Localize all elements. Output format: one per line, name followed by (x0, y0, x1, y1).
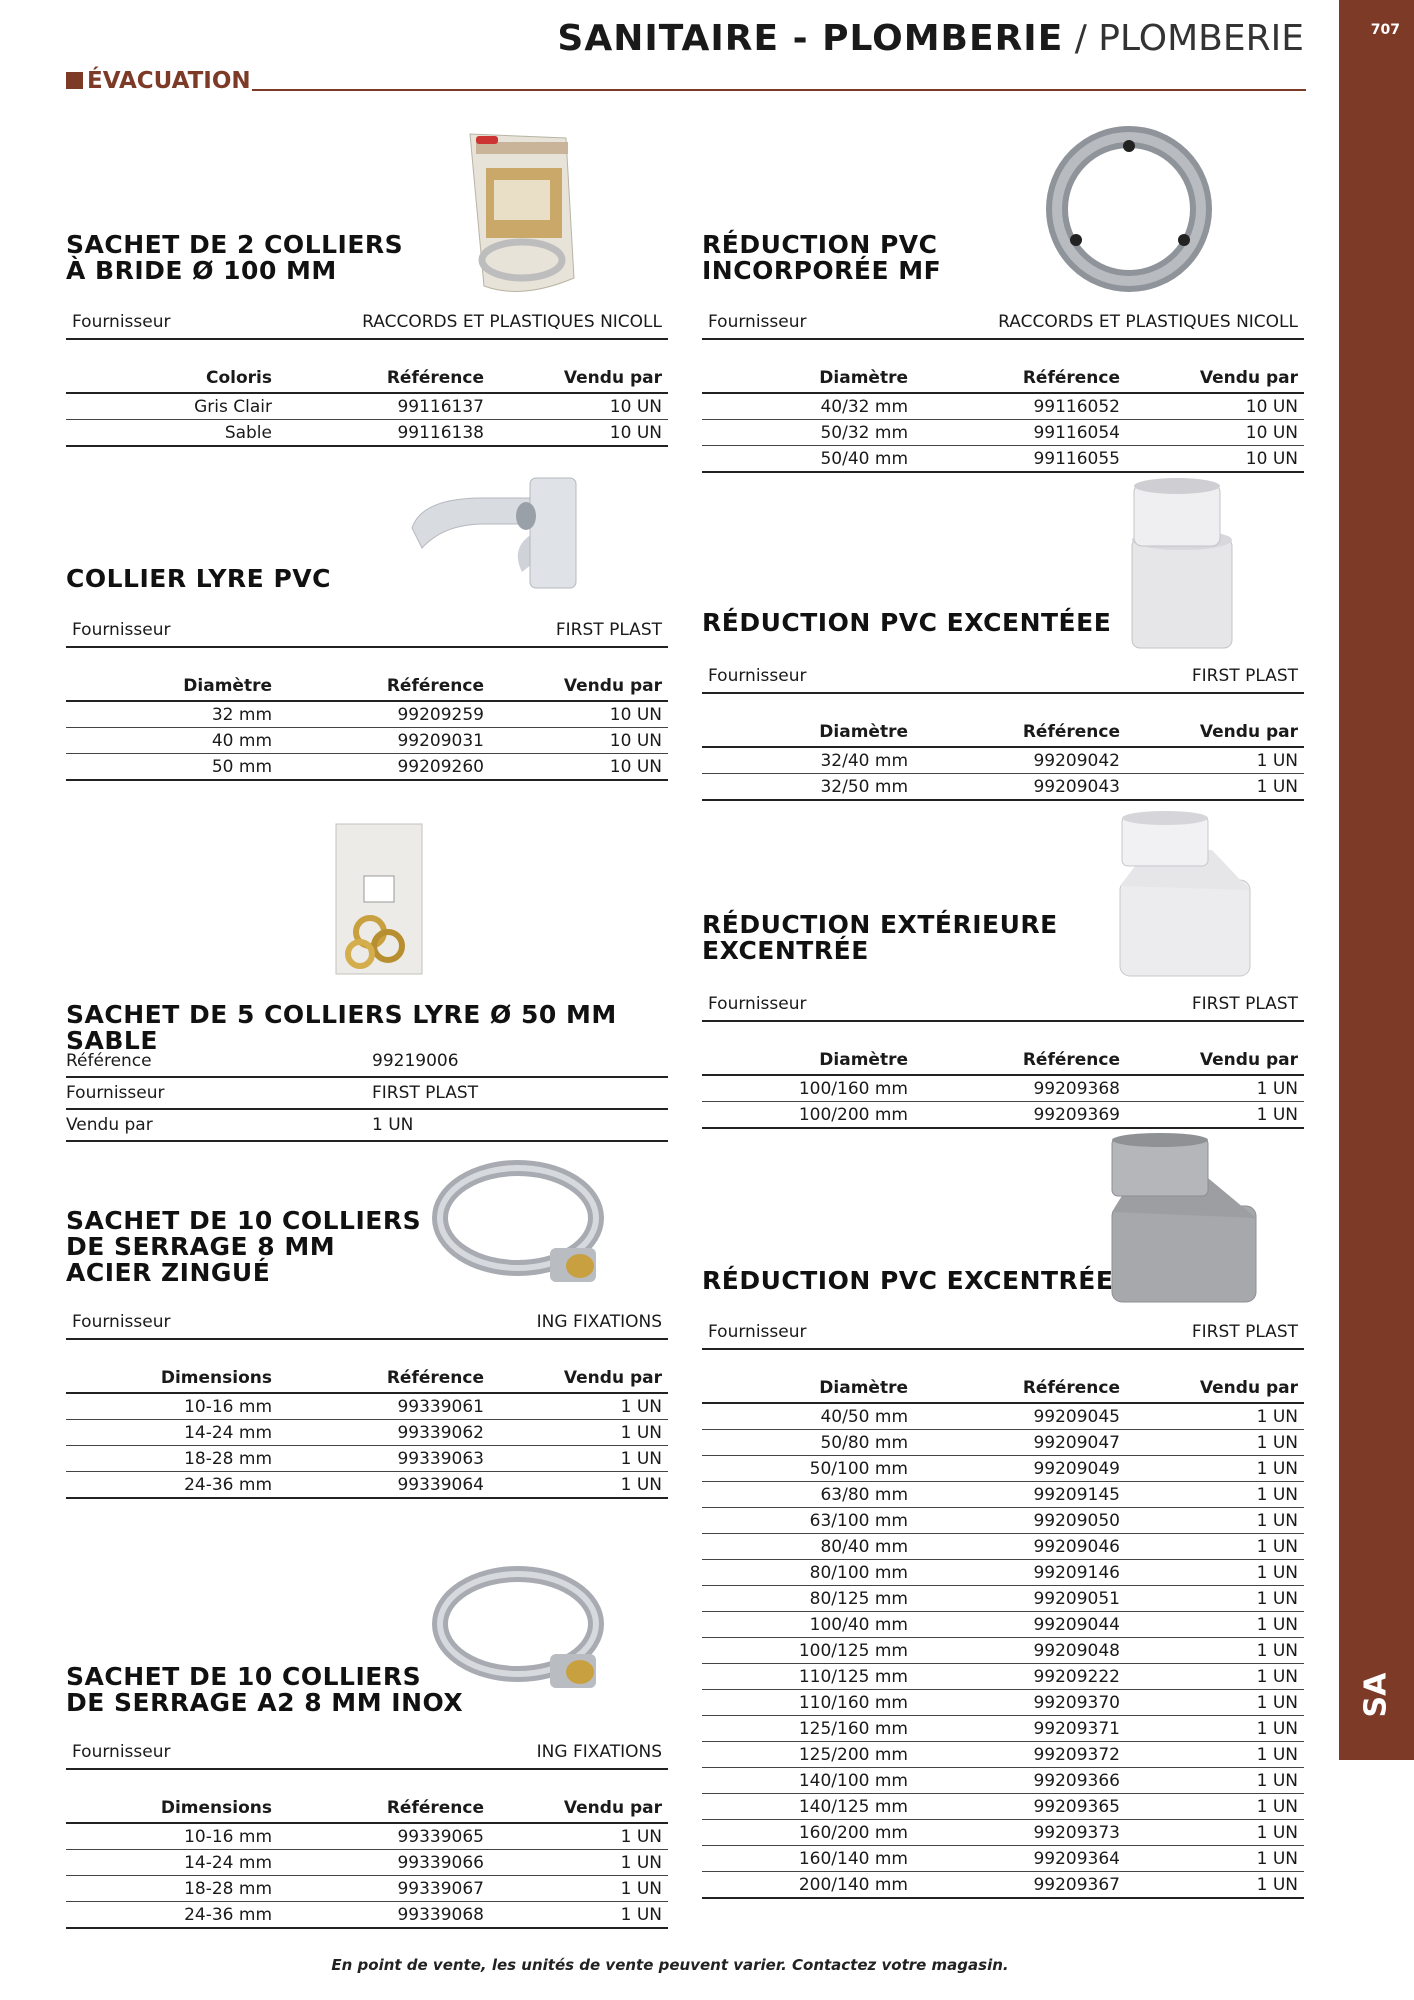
table-cell: 99116054 (914, 420, 1126, 446)
table-row (702, 747, 1304, 774)
col-header: Diamètre (66, 666, 278, 701)
table-cell: 10-16 mm (66, 1393, 278, 1420)
product-p9 (702, 1268, 1304, 1294)
table-cell: 1 UN (1126, 747, 1304, 774)
product-p2 (66, 566, 668, 592)
product-table (702, 358, 1304, 473)
table-cell: 99339063 (278, 1446, 490, 1472)
table-cell: 99116052 (914, 393, 1126, 420)
table-row (702, 1586, 1304, 1612)
product-p9-tables (702, 1314, 1304, 1899)
table-cell: 125/200 mm (702, 1742, 914, 1768)
product-table (66, 1788, 668, 1929)
table-cell: 99209372 (914, 1742, 1126, 1768)
table-row (702, 393, 1304, 420)
detail-value: FIRST PLAST (372, 1077, 668, 1109)
table-row (66, 1446, 668, 1472)
product-table (66, 1358, 668, 1499)
supplier-value: ING FIXATIONS (536, 1312, 662, 1332)
page-title-main: SANITAIRE - PLOMBERIE (557, 18, 1064, 59)
product-p4 (66, 1208, 668, 1286)
table-cell: 50/40 mm (702, 446, 914, 473)
table-cell: 1 UN (1126, 1716, 1304, 1742)
table-cell: 1 UN (1126, 1586, 1304, 1612)
table-row (702, 1820, 1304, 1846)
table-cell: 1 UN (1126, 1482, 1304, 1508)
table-cell: 99209042 (914, 747, 1126, 774)
product-p7 (702, 610, 1304, 636)
table-cell: 100/200 mm (702, 1102, 914, 1129)
table-cell: 99209371 (914, 1716, 1126, 1742)
supplier-label: Fournisseur (708, 666, 807, 686)
col-header: Vendu par (1126, 712, 1304, 747)
product-p5-tables (66, 1734, 668, 1929)
table-cell: 32 mm (66, 701, 278, 728)
table-row (702, 1430, 1304, 1456)
table-cell: 1 UN (490, 1876, 668, 1902)
product-title: RÉDUCTION PVC EXCENTÉEE (702, 608, 1112, 637)
col-header: Référence (278, 666, 490, 701)
col-header: Dimensions (66, 1788, 278, 1823)
page-number: 707 (1370, 22, 1400, 38)
table-cell: 99209050 (914, 1508, 1126, 1534)
table-cell: 1 UN (1126, 1768, 1304, 1794)
col-header: Référence (278, 1358, 490, 1393)
supplier-label: Fournisseur (708, 1322, 807, 1342)
supplier-label: Fournisseur (72, 1742, 171, 1762)
table-cell: 99209145 (914, 1482, 1126, 1508)
page-title (557, 18, 1304, 59)
supplier-value: FIRST PLAST (1191, 994, 1298, 1014)
table-row (702, 1794, 1304, 1820)
table-cell: 99339067 (278, 1876, 490, 1902)
col-header: Référence (914, 1368, 1126, 1403)
table-cell: 99209364 (914, 1846, 1126, 1872)
supplier-row (66, 612, 668, 648)
table-cell: 10 UN (490, 701, 668, 728)
table-cell: 99209051 (914, 1586, 1126, 1612)
table-cell: 200/140 mm (702, 1872, 914, 1899)
product-p6-tables (702, 304, 1304, 473)
col-header: Référence (914, 358, 1126, 393)
product-title: RÉDUCTION PVC INCORPORÉE MF (702, 230, 942, 285)
table-row (702, 1742, 1304, 1768)
supplier-value: RACCORDS ET PLASTIQUES NICOLL (998, 312, 1298, 332)
section-tab: SA (1358, 1672, 1394, 1718)
table-cell: 99209046 (914, 1534, 1126, 1560)
product-title: SACHET DE 5 COLLIERS LYRE Ø 50 MM SABLE (66, 1000, 617, 1055)
detail-value: 99219006 (372, 1046, 668, 1077)
col-header: Référence (914, 1040, 1126, 1075)
table-cell: 50/80 mm (702, 1430, 914, 1456)
table-cell: 1 UN (1126, 1430, 1304, 1456)
table-row (702, 1612, 1304, 1638)
supplier-row (702, 658, 1304, 694)
detail-value: 1 UN (372, 1109, 668, 1141)
table-cell: 14-24 mm (66, 1420, 278, 1446)
supplier-value: FIRST PLAST (1191, 666, 1298, 686)
table-cell: 1 UN (1126, 1612, 1304, 1638)
table-cell: 24-36 mm (66, 1472, 278, 1499)
table-cell: 10 UN (490, 754, 668, 781)
table-cell: 63/80 mm (702, 1482, 914, 1508)
table-cell: 1 UN (1126, 1872, 1304, 1899)
table-cell: 32/50 mm (702, 774, 914, 801)
table-row (702, 1102, 1304, 1129)
table-cell: 50 mm (66, 754, 278, 781)
supplier-row (702, 304, 1304, 340)
product-p7-tables (702, 658, 1304, 801)
table-cell: 99209260 (278, 754, 490, 781)
table-cell: 99209365 (914, 1794, 1126, 1820)
table-cell: 18-28 mm (66, 1876, 278, 1902)
footer-note: En point de vente, les unités de vente peuvent varier. Contactez votre magasin. (331, 1956, 1009, 1974)
col-header: Vendu par (1126, 1368, 1304, 1403)
col-header: Vendu par (490, 1788, 668, 1823)
table-row (702, 1690, 1304, 1716)
table-cell: 99339062 (278, 1420, 490, 1446)
product-table (66, 666, 668, 781)
table-cell: 99339066 (278, 1850, 490, 1876)
supplier-value: RACCORDS ET PLASTIQUES NICOLL (362, 312, 662, 332)
supplier-label: Fournisseur (72, 1312, 171, 1332)
table-cell: 1 UN (1126, 1638, 1304, 1664)
table-cell: 63/100 mm (702, 1508, 914, 1534)
table-cell: 160/200 mm (702, 1820, 914, 1846)
table-cell: Gris Clair (66, 393, 278, 420)
table-cell: 1 UN (490, 1393, 668, 1420)
table-cell: 99116138 (278, 420, 490, 447)
table-cell: 1 UN (490, 1850, 668, 1876)
table-cell: 24-36 mm (66, 1902, 278, 1929)
table-cell: 14-24 mm (66, 1850, 278, 1876)
table-cell: 99116137 (278, 393, 490, 420)
table-row (702, 1872, 1304, 1899)
table-cell: 1 UN (1126, 774, 1304, 801)
table-cell: 32/40 mm (702, 747, 914, 774)
table-row (66, 728, 668, 754)
table-cell: 1 UN (1126, 1508, 1304, 1534)
table-cell: 10 UN (1126, 420, 1304, 446)
page-title-separator: / (1063, 18, 1099, 59)
table-row (702, 1638, 1304, 1664)
table-cell: 99209367 (914, 1872, 1126, 1899)
table-cell: 50/100 mm (702, 1456, 914, 1482)
table-cell: 110/125 mm (702, 1664, 914, 1690)
table-row (702, 1403, 1304, 1430)
product-details-table (66, 1046, 668, 1142)
table-row (66, 754, 668, 781)
col-header: Référence (278, 1788, 490, 1823)
table-cell: 99209043 (914, 774, 1126, 801)
product-table (702, 712, 1304, 801)
table-cell: 1 UN (1126, 1820, 1304, 1846)
supplier-row (66, 1304, 668, 1340)
table-cell: 99209146 (914, 1560, 1126, 1586)
supplier-label: Fournisseur (72, 312, 171, 332)
product-title: COLLIER LYRE PVC (66, 564, 331, 593)
table-cell: 80/125 mm (702, 1586, 914, 1612)
table-cell: 10 UN (1126, 393, 1304, 420)
section-heading (66, 68, 251, 94)
table-cell: 100/40 mm (702, 1612, 914, 1638)
section-label: ÉVACUATION (87, 68, 251, 94)
table-cell: 99339061 (278, 1393, 490, 1420)
table-row (702, 774, 1304, 801)
table-cell: 1 UN (490, 1823, 668, 1850)
table-row (66, 1876, 668, 1902)
table-cell: 1 UN (1126, 1846, 1304, 1872)
table-cell: 10 UN (490, 420, 668, 447)
table-row (66, 1393, 668, 1420)
supplier-row (66, 304, 668, 340)
table-cell: 99209222 (914, 1664, 1126, 1690)
table-row (702, 1482, 1304, 1508)
supplier-row (702, 1314, 1304, 1350)
supplier-value: FIRST PLAST (555, 620, 662, 640)
col-header: Vendu par (1126, 1040, 1304, 1075)
product-p8 (702, 912, 1304, 964)
table-cell: 140/125 mm (702, 1794, 914, 1820)
table-cell: 1 UN (1126, 1794, 1304, 1820)
table-cell: 80/40 mm (702, 1534, 914, 1560)
table-cell: 110/160 mm (702, 1690, 914, 1716)
col-header: Coloris (66, 358, 278, 393)
col-header: Vendu par (490, 666, 668, 701)
col-header: Diamètre (702, 712, 914, 747)
table-row (66, 393, 668, 420)
table-cell: 99209047 (914, 1430, 1126, 1456)
product-table (66, 358, 668, 447)
table-cell: 10 UN (1126, 446, 1304, 473)
supplier-label: Fournisseur (708, 312, 807, 332)
detail-label: Fournisseur (66, 1077, 372, 1109)
supplier-row (66, 1734, 668, 1770)
page-title-sub: PLOMBERIE (1098, 18, 1304, 59)
product-p2-tables (66, 612, 668, 781)
product-title: SACHET DE 10 COLLIERS DE SERRAGE 8 MM ACIER ZINGUÉ (66, 1206, 422, 1287)
table-row (702, 420, 1304, 446)
supplier-label: Fournisseur (72, 620, 171, 640)
table-row (66, 1420, 668, 1446)
table-cell: 1 UN (1126, 1102, 1304, 1129)
table-row (66, 1472, 668, 1499)
supplier-value: ING FIXATIONS (536, 1742, 662, 1762)
col-header: Référence (914, 712, 1126, 747)
table-row (66, 701, 668, 728)
table-row (66, 1902, 668, 1929)
table-cell: 99209373 (914, 1820, 1126, 1846)
table-cell: 99209259 (278, 701, 490, 728)
table-cell: 100/160 mm (702, 1075, 914, 1102)
product-title: SACHET DE 10 COLLIERS DE SERRAGE A2 8 MM INOX (66, 1662, 464, 1717)
supplier-value: FIRST PLAST (1191, 1322, 1298, 1342)
table-cell: 1 UN (490, 1446, 668, 1472)
table-row (702, 1560, 1304, 1586)
table-cell: 99209048 (914, 1638, 1126, 1664)
product-title: RÉDUCTION EXTÉRIEURE EXCENTRÉE (702, 910, 1058, 965)
detail-label: Vendu par (66, 1109, 372, 1141)
table-cell: 1 UN (1126, 1403, 1304, 1430)
table-cell: 1 UN (1126, 1534, 1304, 1560)
table-cell: 18-28 mm (66, 1446, 278, 1472)
table-row (66, 420, 668, 447)
product-p1 (66, 232, 668, 284)
table-row (66, 1850, 668, 1876)
table-cell: 10 UN (490, 728, 668, 754)
product-title: RÉDUCTION PVC EXCENTRÉE (702, 1266, 1114, 1295)
product-p5 (66, 1664, 668, 1716)
table-row (702, 1664, 1304, 1690)
table-cell: 1 UN (490, 1420, 668, 1446)
table-cell: 99209044 (914, 1612, 1126, 1638)
table-cell: 1 UN (1126, 1690, 1304, 1716)
col-header: Diamètre (702, 1040, 914, 1075)
table-cell: 10-16 mm (66, 1823, 278, 1850)
table-cell: 125/160 mm (702, 1716, 914, 1742)
col-header: Dimensions (66, 1358, 278, 1393)
table-cell: 1 UN (490, 1472, 668, 1499)
table-cell: 99209031 (278, 728, 490, 754)
col-header: Diamètre (702, 358, 914, 393)
product-p4-tables (66, 1304, 668, 1499)
col-header: Diamètre (702, 1368, 914, 1403)
detail-label: Référence (66, 1046, 372, 1077)
table-cell: 50/32 mm (702, 420, 914, 446)
table-cell: 160/140 mm (702, 1846, 914, 1872)
col-header: Vendu par (490, 1358, 668, 1393)
table-cell: Sable (66, 420, 278, 447)
table-row (702, 1716, 1304, 1742)
table-cell: 99209369 (914, 1102, 1126, 1129)
table-cell: 99116055 (914, 446, 1126, 473)
table-cell: 1 UN (1126, 1560, 1304, 1586)
table-cell: 80/100 mm (702, 1560, 914, 1586)
bag-product-image (330, 820, 430, 980)
table-cell: 1 UN (1126, 1456, 1304, 1482)
table-cell: 40/50 mm (702, 1403, 914, 1430)
table-cell: 1 UN (1126, 1664, 1304, 1690)
table-cell: 1 UN (490, 1902, 668, 1929)
product-title: SACHET DE 2 COLLIERS À BRIDE Ø 100 MM (66, 230, 404, 285)
table-row (702, 1075, 1304, 1102)
section-marker-icon (66, 72, 83, 89)
table-cell: 140/100 mm (702, 1768, 914, 1794)
table-row (702, 446, 1304, 473)
table-row (66, 1823, 668, 1850)
table-cell: 40 mm (66, 728, 278, 754)
product-p3-details (66, 1046, 668, 1142)
table-cell: 99209370 (914, 1690, 1126, 1716)
table-cell: 99339065 (278, 1823, 490, 1850)
table-cell: 100/125 mm (702, 1638, 914, 1664)
product-p8-tables (702, 986, 1304, 1129)
col-header: Vendu par (1126, 358, 1304, 393)
table-row (702, 1456, 1304, 1482)
table-row (702, 1768, 1304, 1794)
table-cell: 10 UN (490, 393, 668, 420)
table-row (702, 1534, 1304, 1560)
table-row (702, 1508, 1304, 1534)
supplier-label: Fournisseur (708, 994, 807, 1014)
product-p1-tables (66, 304, 668, 447)
table-cell: 1 UN (1126, 1075, 1304, 1102)
table-cell: 99209045 (914, 1403, 1126, 1430)
supplier-row (702, 986, 1304, 1022)
table-cell: 99339068 (278, 1902, 490, 1929)
product-p6 (702, 232, 1304, 284)
product-table (702, 1368, 1304, 1899)
table-cell: 99209366 (914, 1768, 1126, 1794)
table-row (702, 1846, 1304, 1872)
col-header: Référence (278, 358, 490, 393)
table-cell: 99339064 (278, 1472, 490, 1499)
section-divider (252, 89, 1306, 91)
table-cell: 99209368 (914, 1075, 1126, 1102)
col-header: Vendu par (490, 358, 668, 393)
side-rail (1339, 0, 1414, 1760)
table-cell: 40/32 mm (702, 393, 914, 420)
product-table (702, 1040, 1304, 1129)
table-cell: 99209049 (914, 1456, 1126, 1482)
table-cell: 1 UN (1126, 1742, 1304, 1768)
